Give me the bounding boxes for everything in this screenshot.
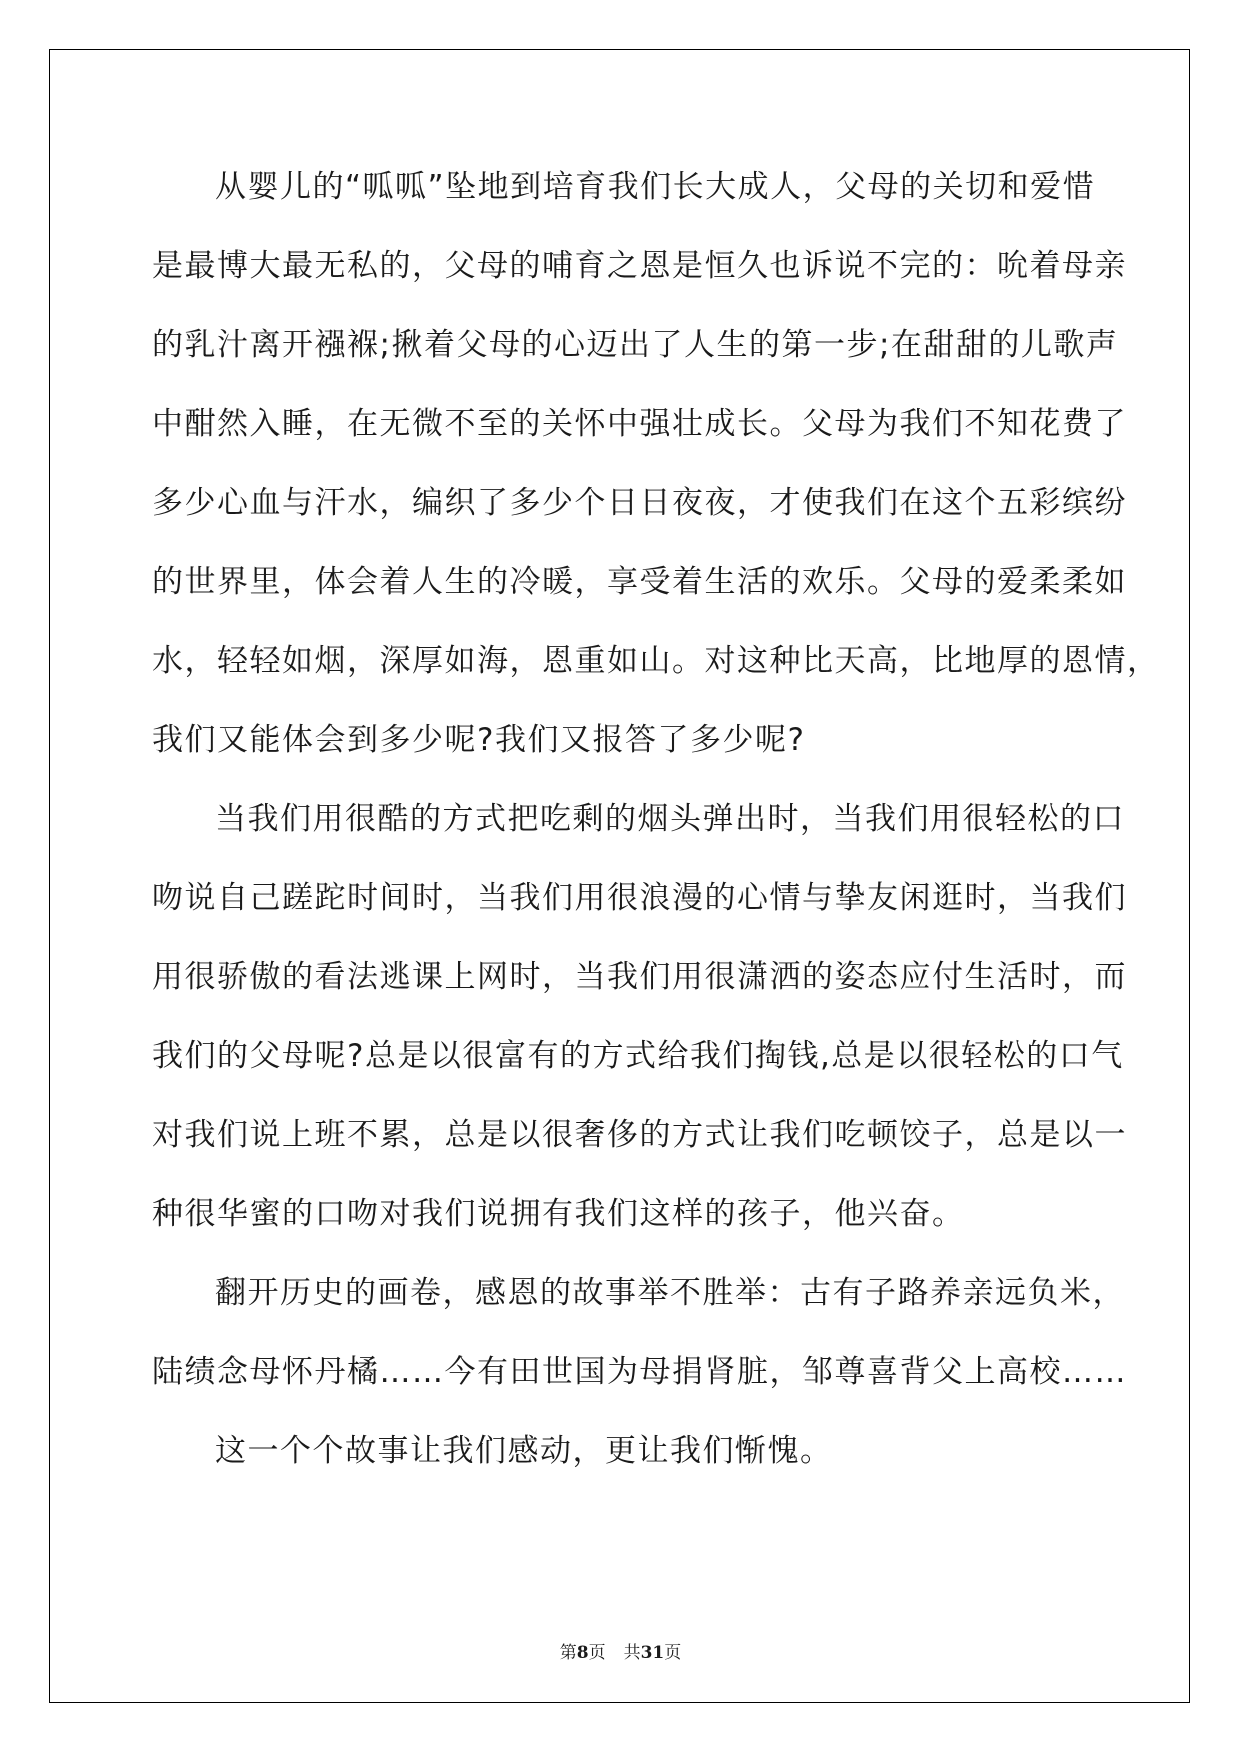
text-line: 用很骄傲的看法逃课上网时，当我们用很潇洒的姿态应付生活时，而 xyxy=(152,959,1127,995)
total-suffix: 页 xyxy=(664,1643,682,1663)
text-line: 的乳汁离开襁褓;揪着父母的心迈出了人生的第一步;在甜甜的儿歌声 xyxy=(152,327,1119,363)
document-body xyxy=(152,148,1160,1491)
text-line: 吻说自己蹉跎时间时，当我们用很浪漫的心情与挚友闲逛时，当我们 xyxy=(152,880,1127,916)
total-pages: 31 xyxy=(640,1643,665,1663)
page-suffix: 页 xyxy=(588,1643,606,1663)
total-prefix: 共 xyxy=(623,1643,641,1663)
paragraph-2 xyxy=(152,780,1127,1254)
text-line: 我们又能体会到多少呢?我们又报答了多少呢? xyxy=(152,722,806,758)
text-line: 种很华蜜的口吻对我们说拥有我们这样的孩子，他兴奋。 xyxy=(152,1196,965,1232)
text-line: 我们的父母呢?总是以很富有的方式给我们掏钱,总是以很轻松的口气 xyxy=(152,1038,1124,1074)
text-line: 从婴儿的“呱呱”坠地到培育我们长大成人，父母的关切和爱惜 xyxy=(215,169,1096,205)
paragraph-3 xyxy=(152,1254,1127,1412)
text-line: 的世界里，体会着人生的冷暖，享受着生活的欢乐。父母的爱柔柔如 xyxy=(152,564,1127,600)
text-line: 翻开历史的画卷，感恩的故事举不胜举：古有子路养亲远负米， xyxy=(215,1275,1125,1311)
page-footer xyxy=(0,1638,1241,1663)
page-prefix: 第 xyxy=(559,1643,577,1663)
page-number: 8 xyxy=(576,1643,589,1663)
text-line: 这一个个故事让我们感动，更让我们惭愧。 xyxy=(215,1433,833,1469)
text-line: 对我们说上班不累，总是以很奢侈的方式让我们吃顿饺子，总是以一 xyxy=(152,1117,1127,1153)
text-line: 是最博大最无私的，父母的哺育之恩是恒久也诉说不完的：吮着母亲 xyxy=(152,248,1127,284)
text-line: 多少心血与汗水，编织了多少个日日夜夜，才使我们在这个五彩缤纷 xyxy=(152,485,1127,521)
text-line: 陆绩念母怀丹橘……今有田世国为母捐肾脏，邹尊喜背父上高校…… xyxy=(152,1354,1127,1390)
paragraph-4 xyxy=(152,1412,1112,1491)
text-line: 中酣然入睡，在无微不至的关怀中强壮成长。父母为我们不知花费了 xyxy=(152,406,1127,442)
text-line: 水，轻轻如烟，深厚如海，恩重如山。对这种比天高，比地厚的恩情， xyxy=(152,643,1160,679)
text-line: 当我们用很酷的方式把吃剩的烟头弹出时，当我们用很轻松的口 xyxy=(215,801,1125,837)
paragraph-1 xyxy=(152,148,1160,780)
